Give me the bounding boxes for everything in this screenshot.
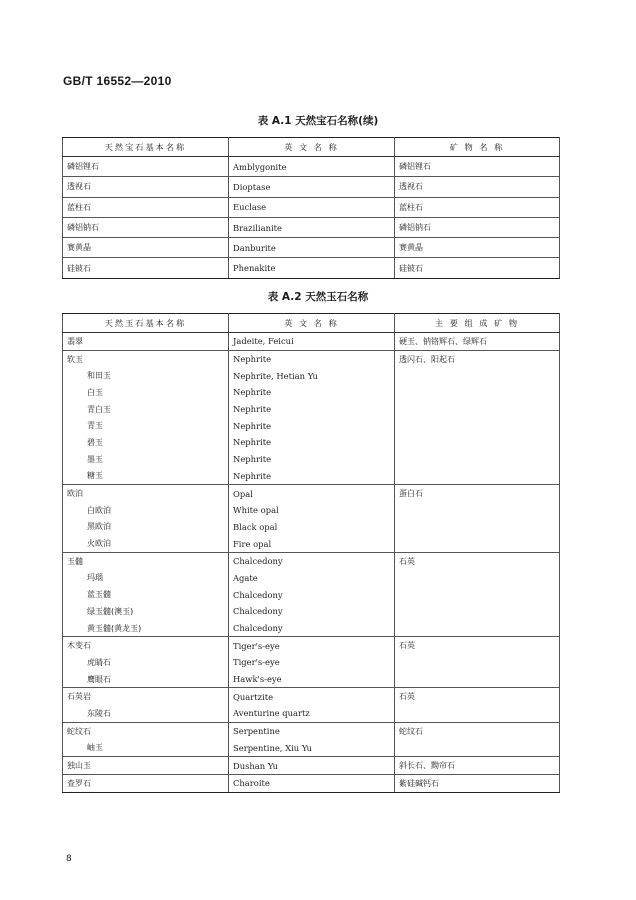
jade-basic-name-cell: 独山玉 [63,757,229,775]
english-name-cell: Dushan Yu [229,757,395,775]
english-name-cell: Nephrite [229,468,395,485]
mineral-name-cell: 硅铍石 [395,258,560,278]
jade-variety-name-cell: 黄玉髓(黄龙玉) [63,620,229,637]
main-mineral-cell [395,671,560,688]
table-row [63,637,560,654]
standard-code: GB/T 16552—2010 [63,74,172,88]
main-mineral-cell [395,586,560,603]
table-row [63,451,560,468]
table-row [63,740,560,757]
main-mineral-cell [395,401,560,418]
jade-basic-name-cell: 蛇纹石 [63,722,229,739]
column-header: 矿 物 名 称 [395,138,560,157]
table-header-row [63,138,560,157]
english-name-cell: Hawk's-eye [229,671,395,688]
jade-variety-name-cell: 蓝玉髓 [63,586,229,603]
main-mineral-cell: 石英 [395,688,560,705]
table-row [63,258,560,278]
table-row [63,757,560,775]
english-name-cell: Agate [229,570,395,587]
table-row [63,384,560,401]
jade-variety-name-cell: 白欧泊 [63,502,229,519]
jade-basic-name-cell: 查罗石 [63,774,229,792]
main-mineral-cell [395,502,560,519]
english-name-cell: Tiger's-eye [229,637,395,654]
jade-variety-name-cell: 碧玉 [63,434,229,451]
column-header: 天然玉石基本名称 [63,314,229,333]
main-mineral-cell [395,519,560,536]
main-mineral-cell [395,434,560,451]
table-row [63,570,560,587]
jade-variety-name-cell: 白玉 [63,384,229,401]
table-row [63,519,560,536]
table-row [63,654,560,671]
table-a2-caption: 表 A.2 天然玉石名称 [267,291,369,303]
table-row [63,586,560,603]
main-mineral-cell [395,384,560,401]
english-name-cell: Chalcedony [229,603,395,620]
main-mineral-cell: 紫硅碱钙石 [395,774,560,792]
table-row [63,401,560,418]
main-mineral-cell [395,654,560,671]
table-row [63,485,560,502]
table-row [63,671,560,688]
table-row [63,333,560,351]
jade-variety-name-cell: 东陵石 [63,705,229,722]
main-mineral-cell: 硬玉、钠铬辉石、绿辉石 [395,333,560,351]
table-row [63,722,560,739]
jade-variety-name-cell: 黑欧泊 [63,519,229,536]
english-name-cell: White opal [229,502,395,519]
jade-basic-name-cell: 软玉 [63,350,229,367]
main-mineral-cell: 斜长石、黝帘石 [395,757,560,775]
english-name-cell: Danburite [229,238,395,258]
english-name-cell: Brazilianite [229,217,395,237]
jade-basic-name-cell: 石英岩 [63,688,229,705]
column-header: 英 文 名 称 [229,138,395,157]
table-header-row [63,314,560,333]
jade-variety-name-cell: 青白玉 [63,401,229,418]
mineral-name-cell: 透视石 [395,177,560,197]
mineral-name-cell: 磷铝钠石 [395,217,560,237]
jade-basic-name-cell: 欧泊 [63,485,229,502]
main-mineral-cell: 蛇纹石 [395,722,560,739]
table-a2-natural-jades [62,313,560,793]
english-name-cell: Dioptase [229,177,395,197]
english-name-cell: Nephrite [229,384,395,401]
gemstone-name-cell: 蓝柱石 [63,197,229,217]
english-name-cell: Nephrite [229,451,395,468]
table-row [63,774,560,792]
english-name-cell: Phenakite [229,258,395,278]
column-header: 主 要 组 成 矿 物 [395,314,560,333]
jade-basic-name-cell: 玉髓 [63,552,229,569]
table-row [63,552,560,569]
jade-basic-name-cell: 翡翠 [63,333,229,351]
main-mineral-cell [395,367,560,384]
english-name-cell: Nephrite [229,434,395,451]
mineral-name-cell: 蓝柱石 [395,197,560,217]
jade-basic-name-cell: 木变石 [63,637,229,654]
column-header: 英 文 名 称 [229,314,395,333]
english-name-cell: Fire opal [229,535,395,552]
jade-variety-name-cell: 鹰眼石 [63,671,229,688]
gemstone-name-cell: 磷铝锂石 [63,157,229,177]
main-mineral-cell [395,468,560,485]
main-mineral-cell [395,620,560,637]
jade-variety-name-cell: 绿玉髓(澳玉) [63,603,229,620]
main-mineral-cell [395,451,560,468]
jade-variety-name-cell: 糖玉 [63,468,229,485]
english-name-cell: Aventurine quartz [229,705,395,722]
english-name-cell: Opal [229,485,395,502]
table-row [63,468,560,485]
english-name-cell: Chalcedony [229,552,395,569]
jade-variety-name-cell: 岫玉 [63,740,229,757]
mineral-name-cell: 磷铝锂石 [395,157,560,177]
main-mineral-cell [395,535,560,552]
english-name-cell: Nephrite [229,401,395,418]
english-name-cell: Chalcedony [229,586,395,603]
gemstone-name-cell: 磷铝钠石 [63,217,229,237]
english-name-cell: Tiger's-eye [229,654,395,671]
main-mineral-cell [395,417,560,434]
english-name-cell: Nephrite, Hetian Yu [229,367,395,384]
table-row [63,434,560,451]
table-row [63,603,560,620]
table-row [63,535,560,552]
table-row [63,238,560,258]
english-name-cell: Charoite [229,774,395,792]
main-mineral-cell [395,570,560,587]
english-name-cell: Euclase [229,197,395,217]
mineral-name-cell: 赛黄晶 [395,238,560,258]
jade-variety-name-cell: 墨玉 [63,451,229,468]
jade-variety-name-cell: 青玉 [63,417,229,434]
table-a1-caption: 表 A.1 天然宝石名称(续) [257,115,379,127]
gemstone-name-cell: 透视石 [63,177,229,197]
page-number: 8 [66,854,72,864]
main-mineral-cell: 石英 [395,552,560,569]
english-name-cell: Nephrite [229,417,395,434]
english-name-cell: Nephrite [229,350,395,367]
table-row [63,502,560,519]
main-mineral-cell: 蛋白石 [395,485,560,502]
table-row [63,197,560,217]
column-header: 天然宝石基本名称 [63,138,229,157]
jade-variety-name-cell: 和田玉 [63,367,229,384]
table-row [63,620,560,637]
table-row [63,157,560,177]
english-name-cell: Serpentine, Xiu Yu [229,740,395,757]
english-name-cell: Serpentine [229,722,395,739]
table-a1-natural-gemstones [62,137,560,279]
table-row [63,350,560,367]
english-name-cell: Amblygonite [229,157,395,177]
table-row [63,705,560,722]
main-mineral-cell [395,705,560,722]
english-name-cell: Chalcedony [229,620,395,637]
table-row [63,217,560,237]
main-mineral-cell: 透闪石、阳起石 [395,350,560,367]
table-row [63,688,560,705]
table-row [63,177,560,197]
gemstone-name-cell: 硅铍石 [63,258,229,278]
main-mineral-cell: 石英 [395,637,560,654]
table-row [63,367,560,384]
gemstone-name-cell: 赛黄晶 [63,238,229,258]
jade-variety-name-cell: 虎睛石 [63,654,229,671]
english-name-cell: Black opal [229,519,395,536]
main-mineral-cell [395,603,560,620]
english-name-cell: Jadeite, Feicui [229,333,395,351]
main-mineral-cell [395,740,560,757]
table-row [63,417,560,434]
jade-variety-name-cell: 火欧泊 [63,535,229,552]
jade-variety-name-cell: 玛瑙 [63,570,229,587]
english-name-cell: Quartzite [229,688,395,705]
